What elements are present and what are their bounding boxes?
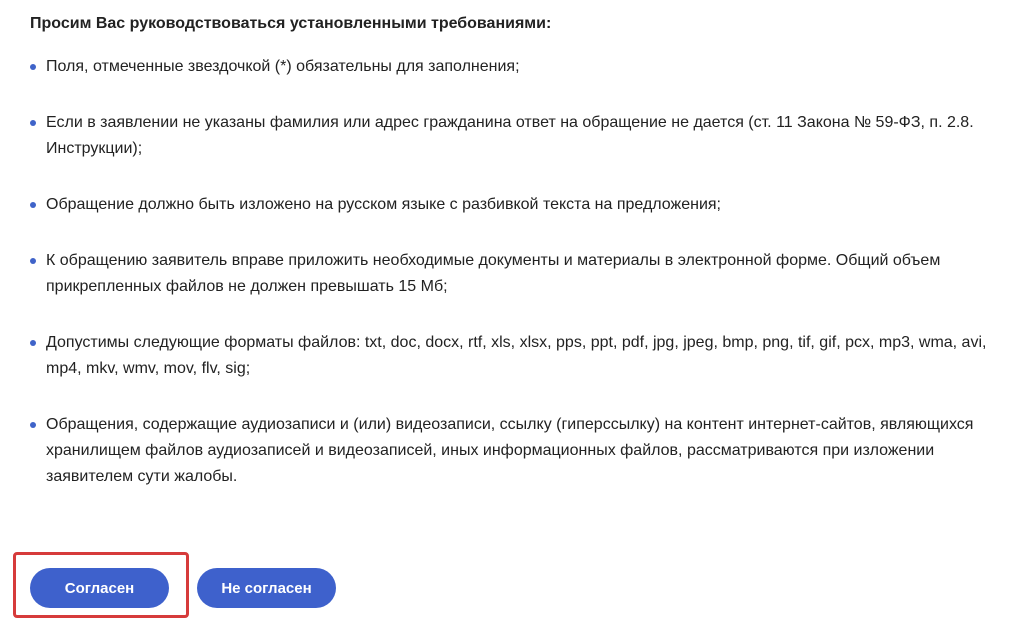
requirement-item — [30, 248, 1015, 300]
bullet-dot-icon — [30, 422, 36, 428]
requirement-text: Допустимы следующие форматы файлов: txt, doc, docx, rtf, xls, xlsx, pps, ppt, pdf, jpg, jpeg, bmp, png, tif, gif, pcx, mp3, wma, avi, mp4, mkv, wmv, mov, flv, sig; — [46, 334, 987, 377]
requirement-item — [30, 330, 1015, 382]
requirement-text: К обращению заявитель вправе приложить необходимые документы и материалы в электронной форме. Общий объем прикрепленных файлов не должен превышать 15 Мб; — [46, 252, 941, 295]
requirements-panel — [30, 12, 1015, 520]
bullet-dot-icon — [30, 202, 36, 208]
requirement-text: Обращения, содержащие аудиозаписи и (или) видеозаписи, ссылку (гиперссылку) на контент интернет-сайтов, являющихся хранилищем файлов аудиозаписей и видеозаписей, иных информационных файлов, рассматриваются при изложении заявителем сути жалобы. — [46, 416, 974, 485]
disagree-button[interactable]: Не согласен — [197, 568, 336, 608]
bullet-dot-icon — [30, 258, 36, 264]
requirement-text: Обращение должно быть изложено на русском языке с разбивкой текста на предложения; — [46, 196, 721, 213]
consent-buttons — [30, 568, 336, 608]
requirement-item — [30, 192, 1015, 218]
requirement-item — [30, 412, 1015, 490]
requirement-item — [30, 54, 1015, 80]
bullet-dot-icon — [30, 340, 36, 346]
requirement-text: Если в заявлении не указаны фамилия или адрес гражданина ответ на обращение не дается (ст. 11 Закона № 59-ФЗ, п. 2.8. Инструкции); — [46, 114, 974, 157]
requirements-heading: Просим Вас руководствоваться установленными требованиями: — [30, 15, 552, 32]
requirement-text: Поля, отмеченные звездочкой (*) обязательны для заполнения; — [46, 58, 520, 75]
requirement-item — [30, 110, 1015, 162]
requirements-list — [30, 54, 1015, 490]
bullet-dot-icon — [30, 64, 36, 70]
agree-button[interactable]: Согласен — [30, 568, 169, 608]
bullet-dot-icon — [30, 120, 36, 126]
